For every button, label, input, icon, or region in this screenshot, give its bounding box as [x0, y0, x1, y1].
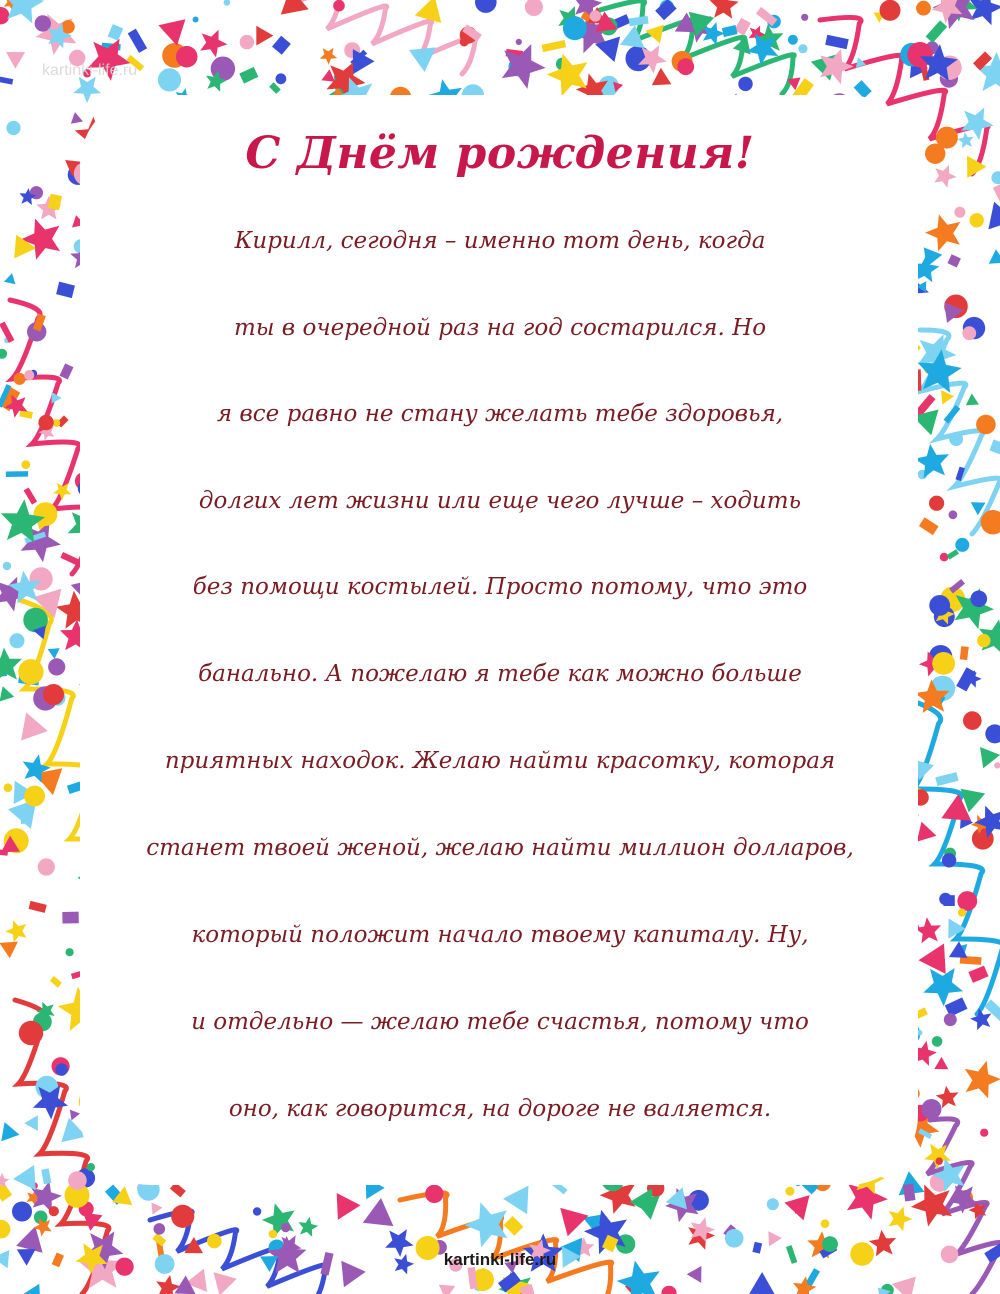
greeting-line: банально. А пожелаю я тебе как можно больше	[198, 661, 802, 687]
greeting-line: долгих лет жизни или еще чего лучше – ходить	[198, 488, 802, 514]
greeting-line: оно, как говорится, на дороге не валяется.	[228, 1096, 772, 1122]
watermark-top: kartinki-life.ru	[42, 62, 138, 79]
card-title: С Днём рождения!	[245, 128, 755, 179]
greeting-line: приятных находок. Желаю найти красотку, которая	[164, 748, 836, 774]
greeting-line: Кирилл, сегодня – именно тот день, когда	[234, 228, 766, 254]
greeting-line: который положит начало твоему капиталу. Ну,	[191, 922, 809, 948]
greeting-line: и отдельно — желаю тебе счастья, потому что	[191, 1009, 809, 1035]
watermark-bottom: kartinki-life.ru	[443, 1250, 557, 1269]
greeting-line: станет твоей женой, желаю найти миллион долларов,	[146, 835, 854, 861]
greeting-line: без помощи костылей. Просто потому, что это	[192, 574, 808, 600]
greeting-line: ты в очередной раз на год состарился. Но	[233, 315, 767, 341]
greeting-line: я все равно не стану желать тебе здоровья,	[216, 401, 784, 427]
